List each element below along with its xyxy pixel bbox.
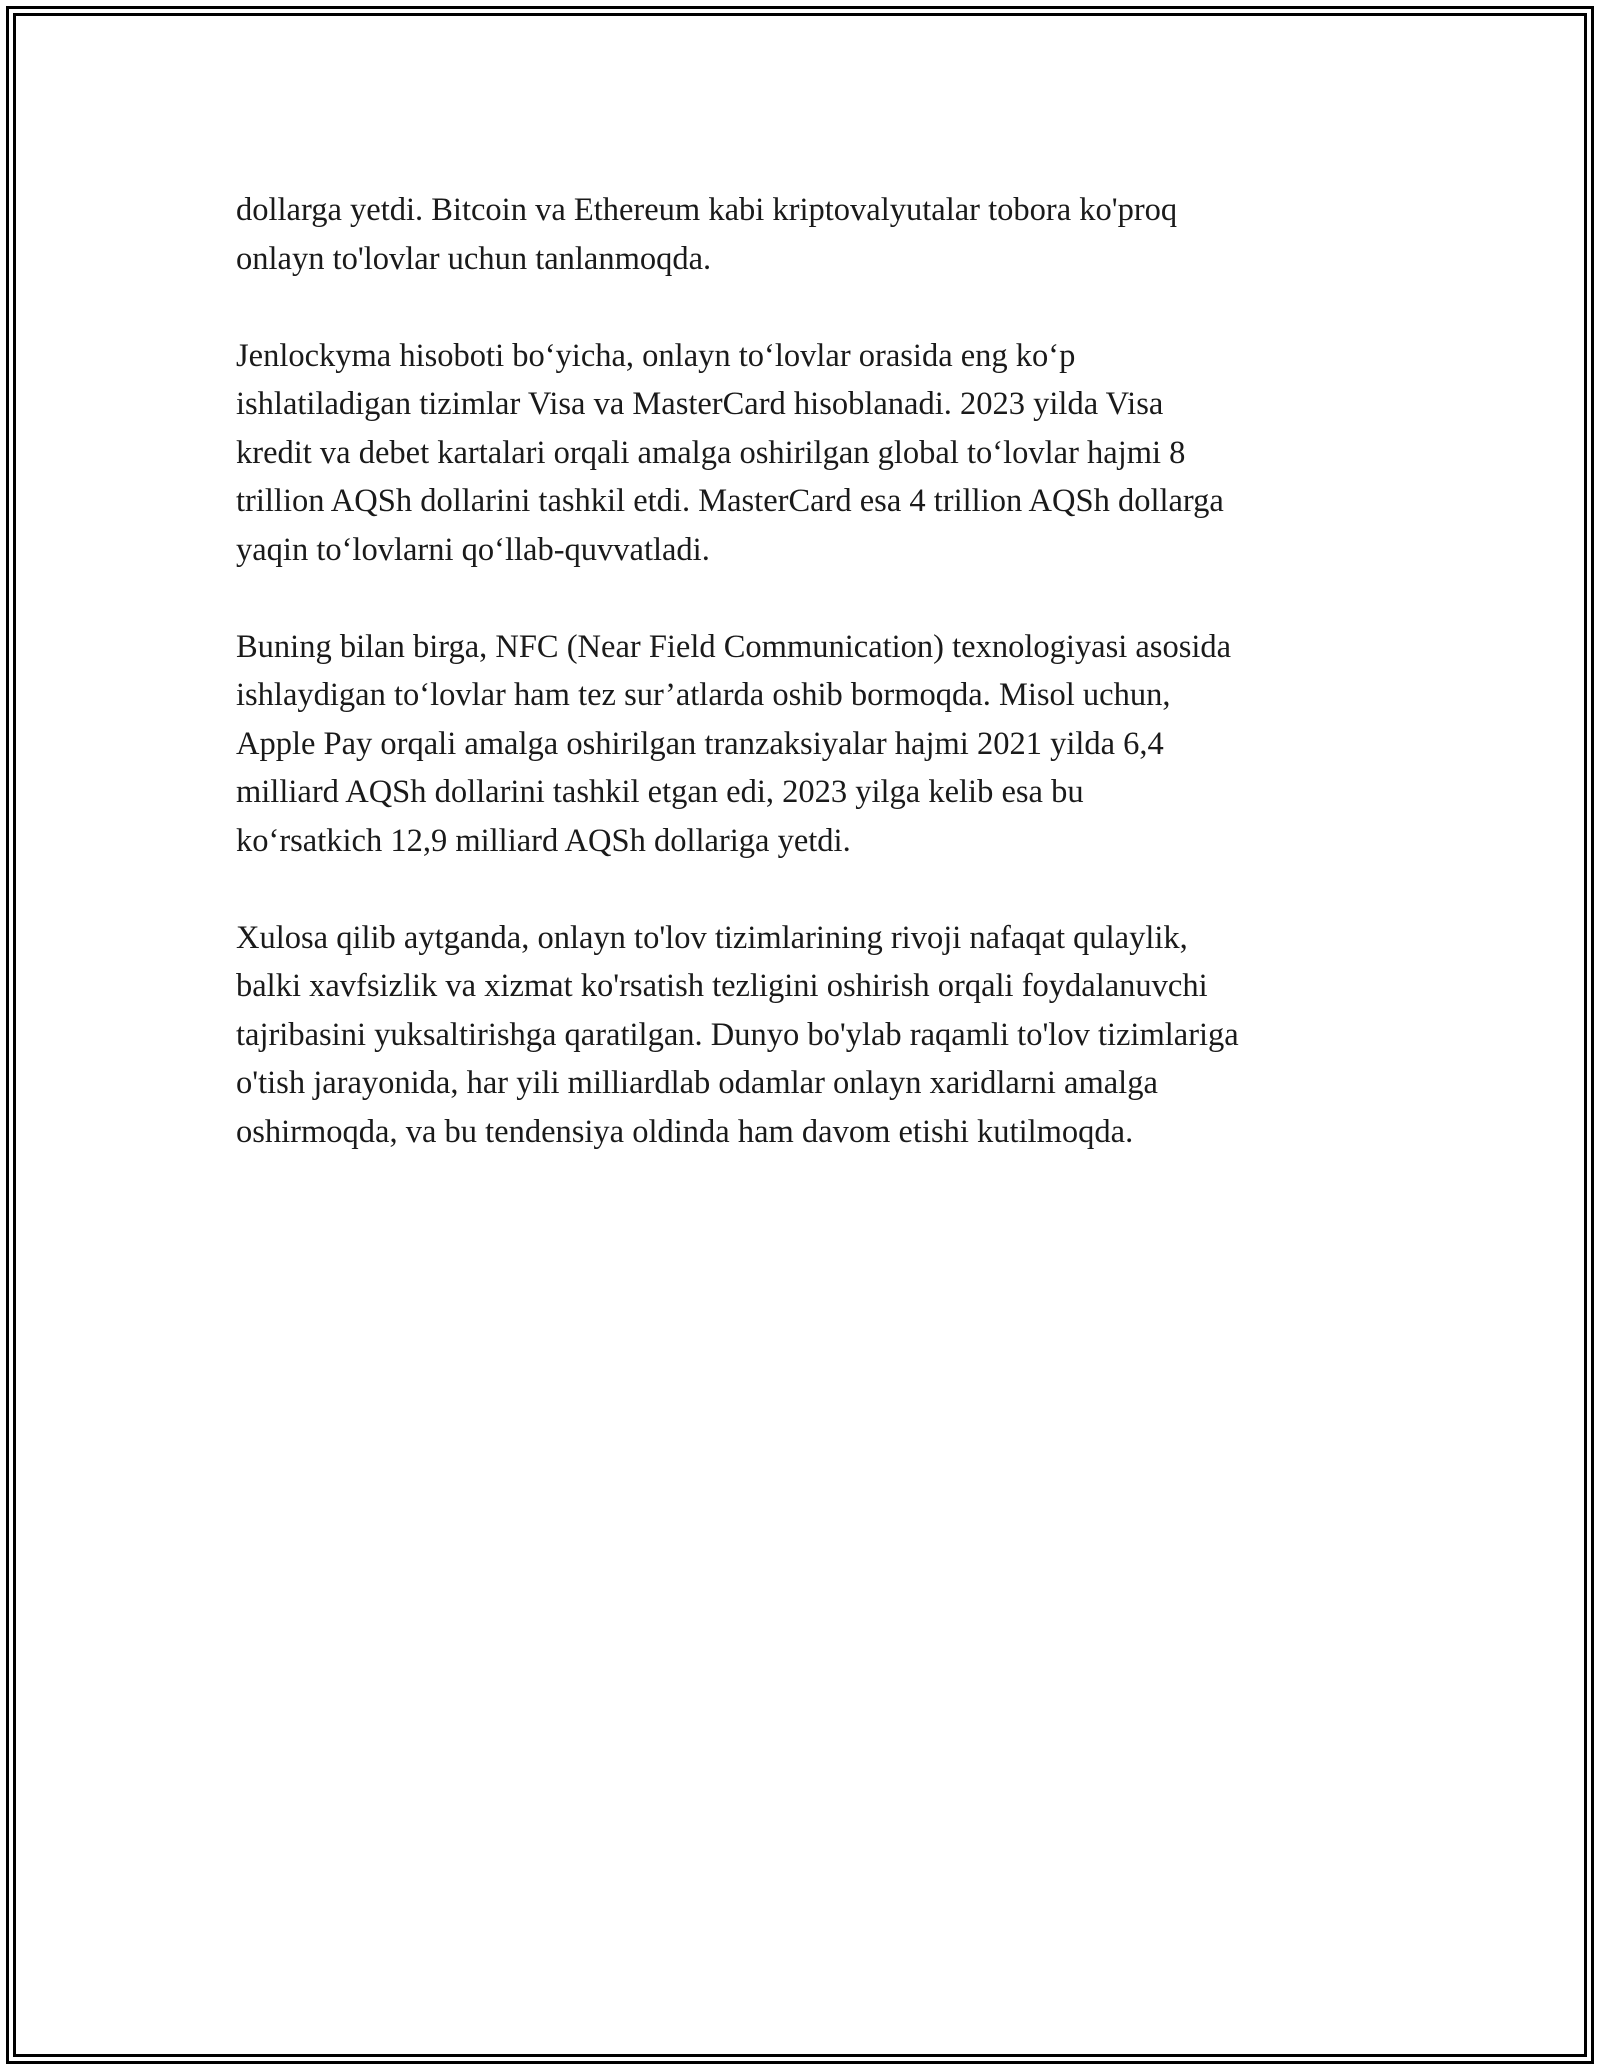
- text-line: oshirmoqda, va bu tendensiya oldinda ham davom etishi kutilmoqda.: [236, 1113, 1134, 1150]
- text-line: Apple Pay orqali amalga oshirilgan tranzaksiyalar hajmi 2021 yilda 6,4: [236, 725, 1164, 762]
- text-line: trillion AQSh dollarini tashkil etdi. MasterCard esa 4 trillion AQSh dollarga: [236, 483, 1224, 519]
- text-line: o'tish jarayonida, har yili milliardlab odamlar onlayn xaridlarni amalga: [236, 1065, 1158, 1101]
- text-line: Xulosa qilib aytganda, onlayn to'lov tizimlarining rivoji nafaqat qulaylik,: [236, 919, 1188, 956]
- document-body: [236, 186, 1376, 1205]
- text-line: Buning bilan birga, NFC (Near Field Communication) texnologiyasi asosida: [236, 628, 1232, 665]
- text-line: kredit va debet kartalari orqali amalga oshirilgan global to‘lovlar hajmi 8: [236, 434, 1186, 471]
- text-line: balki xavfsizlik va xizmat ko'rsatish tezligini oshirish orqali foydalanuvchi: [236, 968, 1208, 1004]
- paragraph-conclusion: [236, 914, 1376, 1157]
- text-line: onlayn to'lovlar uchun tanlanmoqda.: [236, 240, 712, 277]
- text-line: ishlaydigan to‘lovlar ham tez sur’atlarda oshib bormoqda. Misol uchun,: [236, 677, 1171, 713]
- text-line: Jenlockyma hisoboti bo‘yicha, onlayn to‘lovlar orasida eng ko‘p: [236, 337, 1076, 374]
- text-line: yaqin to‘lovlarni qo‘llab-quvvatladi.: [236, 531, 710, 568]
- text-line: dollarga yetdi. Bitcoin va Ethereum kabi kriptovalyutalar tobora ko'proq: [236, 192, 1178, 228]
- text-line: tajribasini yuksaltirishga qaratilgan. Dunyo bo'ylab raqamli to'lov tizimlariga: [236, 1016, 1239, 1053]
- text-line: ishlatiladigan tizimlar Visa va MasterCard hisoblanadi. 2023 yilda Visa: [236, 386, 1164, 422]
- paragraph-nfc: [236, 623, 1376, 866]
- text-line: milliard AQSh dollarini tashkil etgan edi, 2023 yilga kelib esa bu: [236, 774, 1084, 810]
- paragraph-crypto: [236, 186, 1376, 283]
- text-line: ko‘rsatkich 12,9 milliard AQSh dollariga yetdi.: [236, 822, 851, 859]
- paragraph-visa-mastercard: [236, 332, 1376, 575]
